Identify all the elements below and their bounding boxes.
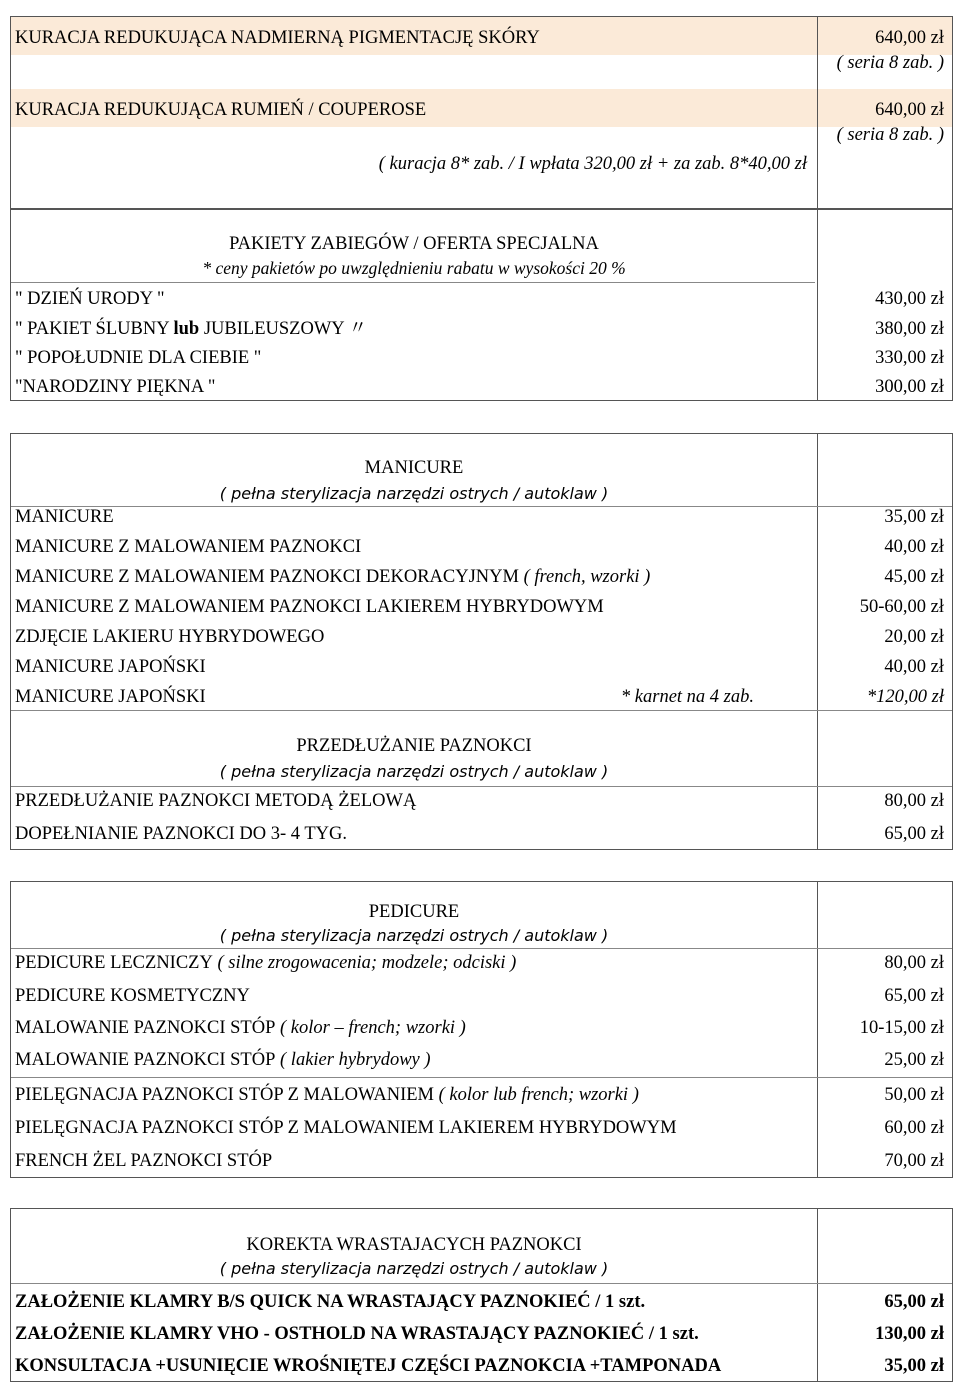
manicure-row (11, 592, 952, 622)
item-price: 35,00 zł (884, 507, 944, 527)
kuracja-row (11, 23, 952, 53)
kuracja-series-row (11, 123, 952, 147)
pakiet-row (11, 372, 952, 402)
item-name: KURACJA REDUKUJĄCA NADMIERNĄ PIGMENTACJĘ SKÓRY (15, 28, 540, 48)
item-name: " PAKIET ŚLUBNY lub JUBILEUSZOWY 〃 (15, 319, 368, 339)
item-price: 10-15,00 zł (859, 1018, 944, 1038)
item-price: 25,00 zł (884, 1050, 944, 1070)
section-title: MANICURE (364, 458, 464, 478)
item-series: ( seria 8 zab. ) (836, 53, 944, 73)
pedicure-row (11, 1080, 952, 1110)
pakiety-section (10, 209, 953, 401)
pedicure-row (11, 948, 952, 978)
payment-note: ( kuracja 8* zab. / I wpłata 320,00 zł + za zab. 8*40,00 zł (378, 154, 807, 174)
item-price: 300,00 zł (875, 377, 944, 397)
korekta-section (10, 1208, 953, 1382)
item-name: MANICURE Z MALOWANIEM PAZNOKCI (15, 537, 362, 557)
item-note: * karnet na 4 zab. (620, 687, 754, 707)
pedicure-row (11, 1013, 952, 1043)
przedluzanie-row (11, 786, 952, 816)
item-price: 65,00 zł (884, 1292, 944, 1312)
pedicure-row (11, 1045, 952, 1075)
item-name: PRZEDŁUŻANIE PAZNOKCI METODĄ ŻELOWĄ (15, 791, 417, 811)
section-title: PEDICURE (368, 902, 460, 922)
pakiet-row (11, 314, 952, 344)
item-price: 60,00 zł (884, 1118, 944, 1138)
item-price: 330,00 zł (875, 348, 944, 368)
item-price: 430,00 zł (875, 289, 944, 309)
section-title: PRZEDŁUŻANIE PAZNOKCI (296, 736, 532, 756)
item-name: PEDICURE LECZNICZY ( silne zrogowacenia; modzele; odciski ) (15, 953, 517, 973)
kuracja-row (11, 95, 952, 125)
item-price: 80,00 zł (884, 791, 944, 811)
item-name: MANICURE Z MALOWANIEM PAZNOKCI DEKORACYJNYM ( french, wzorki ) (15, 567, 651, 587)
kuracja-series-row (11, 51, 952, 75)
section-title: PAKIETY ZABIEGÓW / OFERTA SPECJALNA (229, 234, 599, 254)
item-price: 380,00 zł (875, 319, 944, 339)
item-name: MANICURE (15, 507, 114, 527)
item-name: ZAŁOŻENIE KLAMRY VHO - OSTHOLD NA WRASTAJĄCY PAZNOKIEĆ / 1 szt. (15, 1324, 699, 1344)
item-name: PIELĘGNACJA PAZNOKCI STÓP Z MALOWANIEM LAKIEREM HYBRYDOWYM (15, 1118, 677, 1138)
item-price: 20,00 zł (884, 627, 944, 647)
item-price: 40,00 zł (884, 657, 944, 677)
manicure-row (11, 682, 952, 712)
item-price: 130,00 zł (875, 1324, 944, 1344)
separator (11, 1077, 952, 1078)
item-price: 40,00 zł (884, 537, 944, 557)
item-name: "NARODZINY PIĘKNA " (15, 377, 216, 397)
separator (11, 1283, 952, 1284)
item-name: MANICURE JAPOŃSKI (15, 657, 206, 677)
korekta-row (11, 1319, 952, 1349)
section-sterilization: ( pełna sterylizacja narzędzi ostrych / autoklaw ) (219, 484, 609, 503)
manicure-row (11, 502, 952, 532)
item-price: 65,00 zł (884, 824, 944, 844)
item-name: DOPEŁNIANIE PAZNOKCI DO 3- 4 TYG. (15, 824, 347, 844)
korekta-row (11, 1287, 952, 1317)
przedluzanie-row (11, 819, 952, 849)
separator (11, 710, 952, 711)
section-subtitle: * ceny pakietów po uwzględnieniu rabatu w wysokości 20 % (202, 258, 626, 278)
pakiet-row (11, 343, 952, 373)
item-name: ZAŁOŻENIE KLAMRY B/S QUICK NA WRASTAJĄCY PAZNOKIEĆ / 1 szt. (15, 1292, 646, 1312)
pedicure-row (11, 1146, 952, 1176)
item-name: " POPOŁUDNIE DLA CIEBIE " (15, 348, 262, 368)
manicure-row (11, 532, 952, 562)
item-price: 70,00 zł (884, 1151, 944, 1171)
pedicure-row (11, 1113, 952, 1143)
item-price: 35,00 zł (884, 1356, 944, 1376)
item-price: 45,00 zł (884, 567, 944, 587)
item-name: " DZIEŃ URODY " (15, 289, 165, 309)
pakiet-row (11, 284, 952, 314)
item-name: PIELĘGNACJA PAZNOKCI STÓP Z MALOWANIEM ( kolor lub french; wzorki ) (15, 1085, 639, 1105)
separator (11, 282, 815, 283)
item-name: FRENCH ŻEL PAZNOKCI STÓP (15, 1151, 273, 1171)
item-price: 80,00 zł (884, 953, 944, 973)
item-name: MANICURE Z MALOWANIEM PAZNOKCI LAKIEREM HYBRYDOWYM (15, 597, 604, 617)
pedicure-section (10, 881, 953, 1178)
item-name: MANICURE JAPOŃSKI (15, 687, 206, 707)
section-title: KOREKTA WRASTAJACYCH PAZNOKCI (246, 1235, 582, 1255)
manicure-section (10, 433, 953, 850)
item-price: 50,00 zł (884, 1085, 944, 1105)
item-name: MALOWANIE PAZNOKCI STÓP ( kolor – french; wzorki ) (15, 1018, 466, 1038)
kuracja-payment-row (11, 149, 952, 179)
item-name: KURACJA REDUKUJĄCA RUMIEŃ / COUPEROSE (15, 100, 427, 120)
manicure-row (11, 622, 952, 652)
manicure-row (11, 652, 952, 682)
item-price: 640,00 zł (875, 28, 944, 48)
section-sterilization: ( pełna sterylizacja narzędzi ostrych / autoklaw ) (219, 762, 609, 781)
item-name: PEDICURE KOSMETYCZNY (15, 986, 250, 1006)
item-price: *120,00 zł (866, 687, 944, 707)
korekta-row (11, 1351, 952, 1381)
item-name: KONSULTACJA +USUNIĘCIE WROŚNIĘTEJ CZĘŚCI PAZNOKCIA +TAMPONADA (15, 1356, 722, 1376)
item-name: MALOWANIE PAZNOKCI STÓP ( lakier hybrydowy ) (15, 1050, 431, 1070)
pedicure-row (11, 981, 952, 1011)
item-price: 50-60,00 zł (859, 597, 944, 617)
item-name: ZDJĘCIE LAKIERU HYBRYDOWEGO (15, 627, 325, 647)
item-series: ( seria 8 zab. ) (836, 125, 944, 145)
item-price: 65,00 zł (884, 986, 944, 1006)
kuracje-section (10, 16, 953, 209)
manicure-row (11, 562, 952, 592)
section-sterilization: ( pełna sterylizacja narzędzi ostrych / autoklaw ) (219, 926, 609, 945)
item-price: 640,00 zł (875, 100, 944, 120)
section-sterilization: ( pełna sterylizacja narzędzi ostrych / autoklaw ) (219, 1259, 609, 1278)
